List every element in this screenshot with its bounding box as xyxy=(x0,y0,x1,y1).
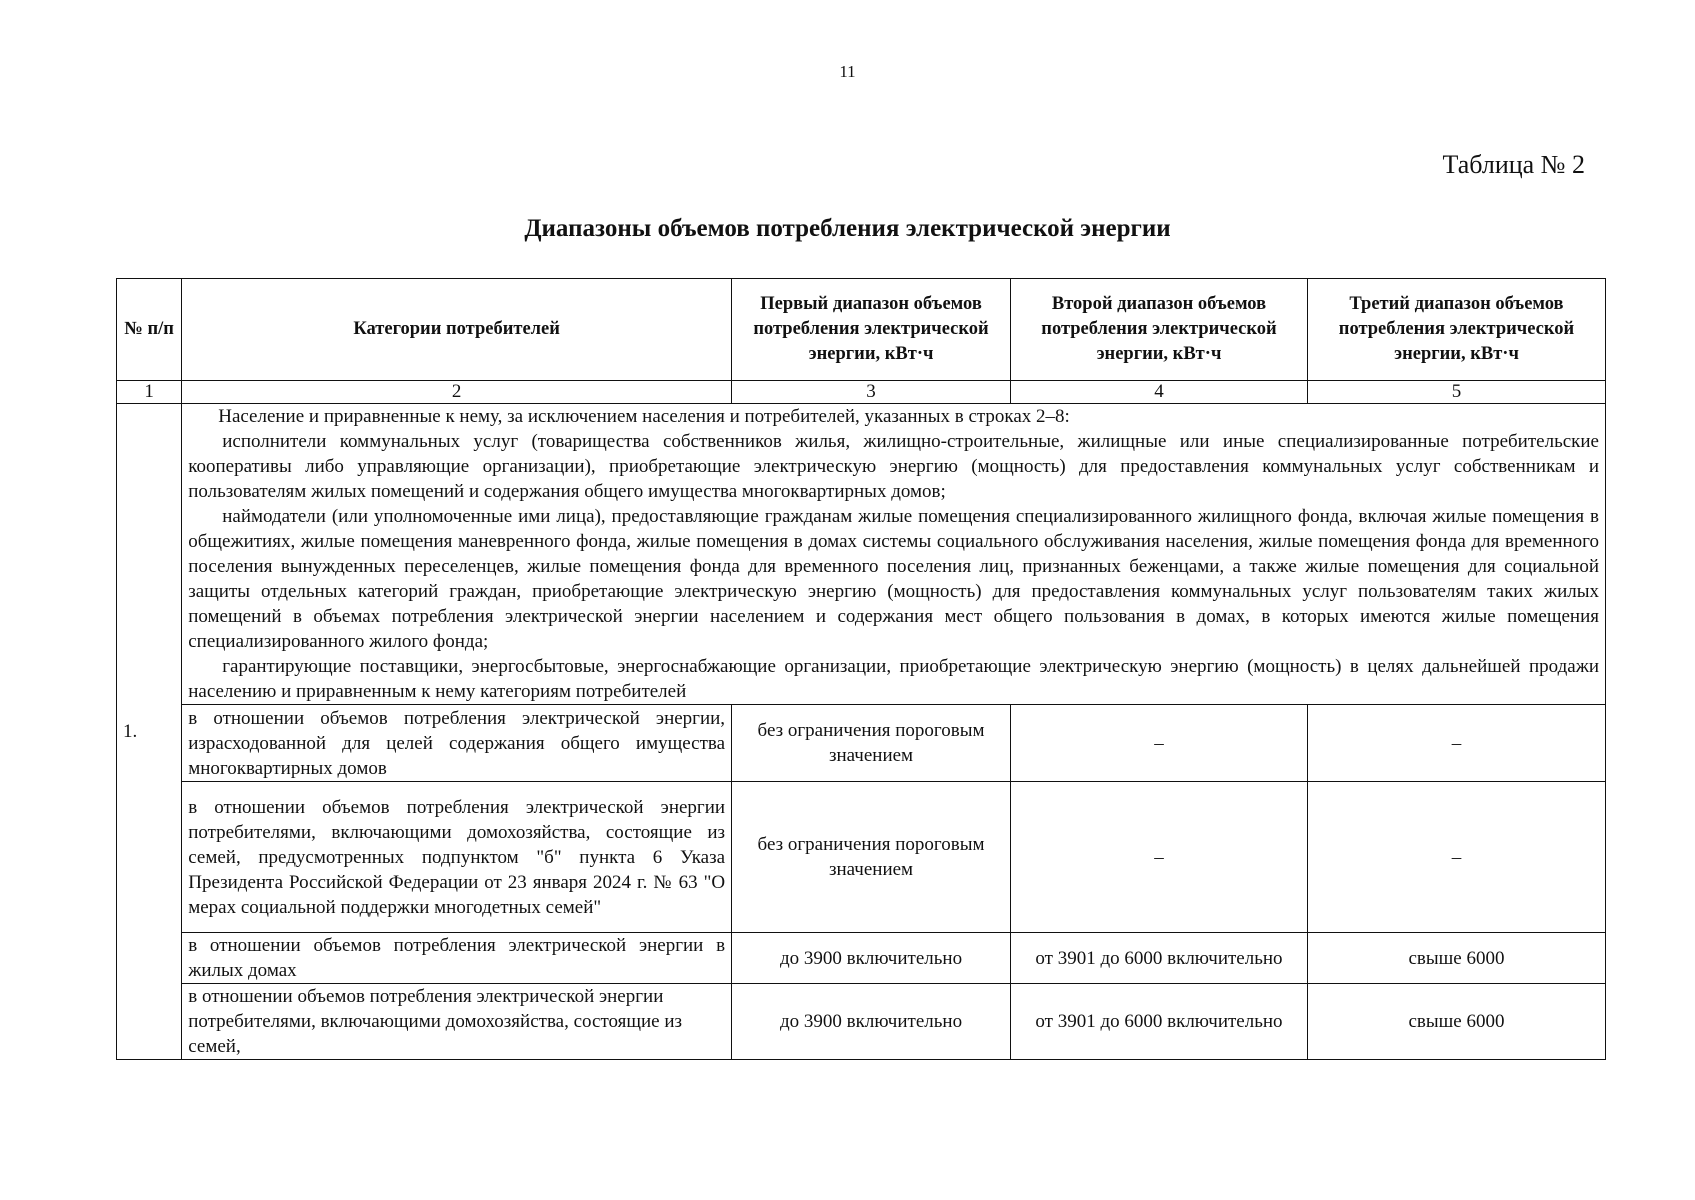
third-range-cell: свыше 6000 xyxy=(1307,933,1605,984)
table-row xyxy=(117,933,1606,984)
subcategory-cell: в отношении объемов потребления электрической энергии потребителями, включающими домохозяйства, состоящие из семей, предусмотренных подпунктом "б" пункта 6 Указа Президента Российской Федерации от 23 января 2024 г. № 63 "О мерах социальной поддержки многодетных семей" xyxy=(182,782,732,933)
third-range-cell: – xyxy=(1307,782,1605,933)
first-range-cell: до 3900 включительно xyxy=(732,984,1011,1060)
document-title: Диапазоны объемов потребления электрической энергии xyxy=(524,215,1171,242)
table-row xyxy=(117,984,1606,1060)
first-range-cell: без ограничения пороговым значением xyxy=(732,782,1011,933)
table-label: Таблица № 2 xyxy=(1442,150,1585,179)
header-third-range: Третий диапазон объемов потребления электрической энергии, кВт·ч xyxy=(1307,279,1605,381)
category-paragraph: Население и приравненные к нему, за исключением населения и потребителей, указанных в строках 2–8: xyxy=(218,406,1070,427)
table-row xyxy=(117,782,1606,933)
header-number: № п/п xyxy=(117,279,182,381)
table-header-row xyxy=(117,279,1606,381)
row-number: 1. xyxy=(117,404,182,1060)
column-number: 1 xyxy=(117,381,182,404)
column-number-row xyxy=(117,381,1606,404)
subcategory-cell: в отношении объемов потребления электрической энергии, израсходованной для целей содержания общего имущества многоквартирных домов xyxy=(182,705,732,782)
first-range-cell: без ограничения пороговым значением xyxy=(732,705,1011,782)
header-first-range: Первый диапазон объемов потребления электрической энергии, кВт·ч xyxy=(732,279,1011,381)
table-row xyxy=(117,404,1606,705)
header-category: Категории потребителей xyxy=(182,279,732,381)
second-range-cell: – xyxy=(1010,782,1307,933)
header-second-range: Второй диапазон объемов потребления электрической энергии, кВт·ч xyxy=(1010,279,1307,381)
category-paragraph: гарантирующие поставщики, энергосбытовые, энергоснабжающие организации, приобретающие электрическую энергию (мощность) в целях дальнейшей продажи населению и приравненным к нему категориям потребителей xyxy=(188,656,1599,702)
first-range-cell: до 3900 включительно xyxy=(732,933,1011,984)
consumption-ranges-table xyxy=(116,278,1606,1060)
page-number: 11 xyxy=(839,62,856,81)
column-number: 2 xyxy=(182,381,732,404)
subcategory-cell: в отношении объемов потребления электрической энергии потребителями, включающими домохозяйства, состоящие из семей, xyxy=(182,984,732,1060)
third-range-cell: – xyxy=(1307,705,1605,782)
category-paragraph: исполнители коммунальных услуг (товарищества собственников жилья, жилищно-строительные, жилищные или иные специализированные потребительские кооперативы либо управляющие организации), приобретающие электрическую энергию (мощность) для предоставления коммунальных услуг собственникам и пользователям жилых помещений и содержания общего имущества многоквартирных домов; xyxy=(188,431,1599,502)
column-number: 5 xyxy=(1307,381,1605,404)
category-paragraph: наймодатели (или уполномоченные ими лица), предоставляющие гражданам жилые помещения специализированного жилищного фонда, включая жилые помещения в общежитиях, жилые помещения маневренного фонда, жилые помещения в домах системы социального обслуживания населения, жилые помещения фонда для временного поселения вынужденных переселенцев, жилые помещения фонда для временного поселения лиц, признанных беженцами, а также жилые помещения для социальной защиты отдельных категорий граждан, приобретающие электрическую энергию (мощность) для предоставления коммунальных услуг пользователям таких жилых помещений в объемах потребления электрической энергии населением и содержания мест общего пользования в домах, в которых имеются жилые помещения специализированного жилого фонда; xyxy=(188,506,1599,652)
third-range-cell: свыше 6000 xyxy=(1307,984,1605,1060)
second-range-cell: – xyxy=(1010,705,1307,782)
category-description xyxy=(182,404,1606,705)
second-range-cell: от 3901 до 6000 включительно xyxy=(1010,984,1307,1060)
second-range-cell: от 3901 до 6000 включительно xyxy=(1010,933,1307,984)
subcategory-cell: в отношении объемов потребления электрической энергии в жилых домах xyxy=(182,933,732,984)
column-number: 3 xyxy=(732,381,1011,404)
column-number: 4 xyxy=(1010,381,1307,404)
table-row xyxy=(117,705,1606,782)
